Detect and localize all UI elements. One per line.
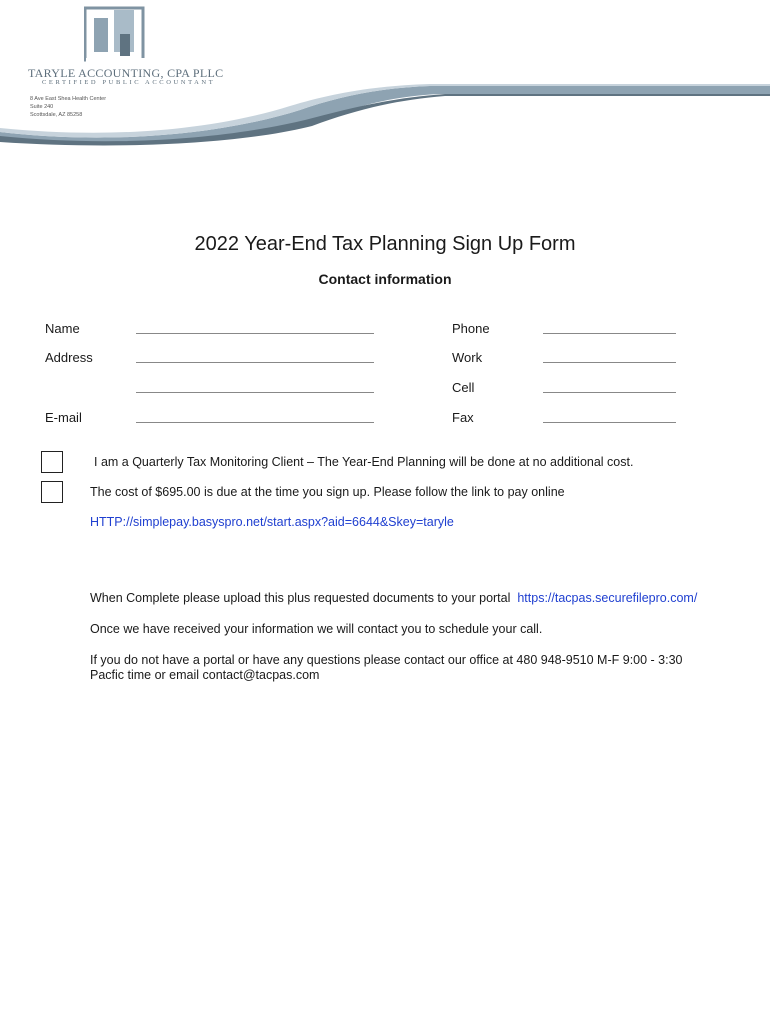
portal-link[interactable]: https://tacpas.securefilepro.com/: [517, 591, 698, 605]
email-field[interactable]: [136, 422, 374, 423]
firm-address-line2: Suite 240: [30, 104, 54, 110]
questions-text-line1: If you do not have a portal or have any questions please contact our office at 480 948-9510 M-F 9:00 - 3:30: [90, 653, 683, 667]
upload-text: When Complete please upload this plus requested documents to your portal: [90, 591, 511, 605]
name-field[interactable]: [136, 333, 374, 334]
cell-label: Cell: [452, 380, 475, 395]
name-label: Name: [45, 321, 80, 336]
pay-online-checkbox[interactable]: [41, 481, 63, 503]
quarterly-client-checkbox[interactable]: [41, 451, 63, 473]
cell-phone-field[interactable]: [543, 392, 676, 393]
firm-subtitle: CERTIFIED PUBLIC ACCOUNTANT: [42, 79, 216, 86]
firm-address-line3: Scottsdale, AZ 85258: [30, 112, 83, 118]
payment-link[interactable]: HTTP://simplepay.basyspro.net/start.aspx?aid=6644&Skey=taryle: [90, 515, 454, 529]
header-wave-decoration: [0, 80, 770, 146]
pay-online-text: The cost of $695.00 is due at the time you sign up. Please follow the link to pay online: [90, 485, 565, 499]
phone-label: Phone: [452, 321, 490, 336]
fax-label: Fax: [452, 410, 474, 425]
firm-name: TARYLE ACCOUNTING, CPA PLLC: [28, 66, 224, 80]
contact-text: Once we have received your information we will contact you to schedule your call.: [90, 622, 543, 636]
address-field-line2[interactable]: [136, 392, 374, 393]
firm-address-line1: 8 Ave East Shea Health Center: [30, 96, 107, 102]
work-phone-field[interactable]: [543, 362, 676, 363]
phone-field[interactable]: [543, 333, 676, 334]
firm-logo-icon: [84, 6, 148, 68]
quarterly-client-text: I am a Quarterly Tax Monitoring Client – The Year-End Planning will be done at no additional cost.: [94, 455, 634, 469]
upload-instructions: [90, 591, 697, 605]
form-title: 2022 Year-End Tax Planning Sign Up Form: [194, 233, 576, 255]
section-heading-contact: Contact information: [318, 271, 452, 287]
fax-field[interactable]: [543, 422, 676, 423]
address-field-line1[interactable]: [136, 362, 374, 363]
questions-text-line2: Pacfic time or email contact@tacpas.com: [90, 668, 320, 682]
email-label: E-mail: [45, 410, 82, 425]
work-label: Work: [452, 350, 483, 365]
address-label: Address: [45, 350, 93, 365]
